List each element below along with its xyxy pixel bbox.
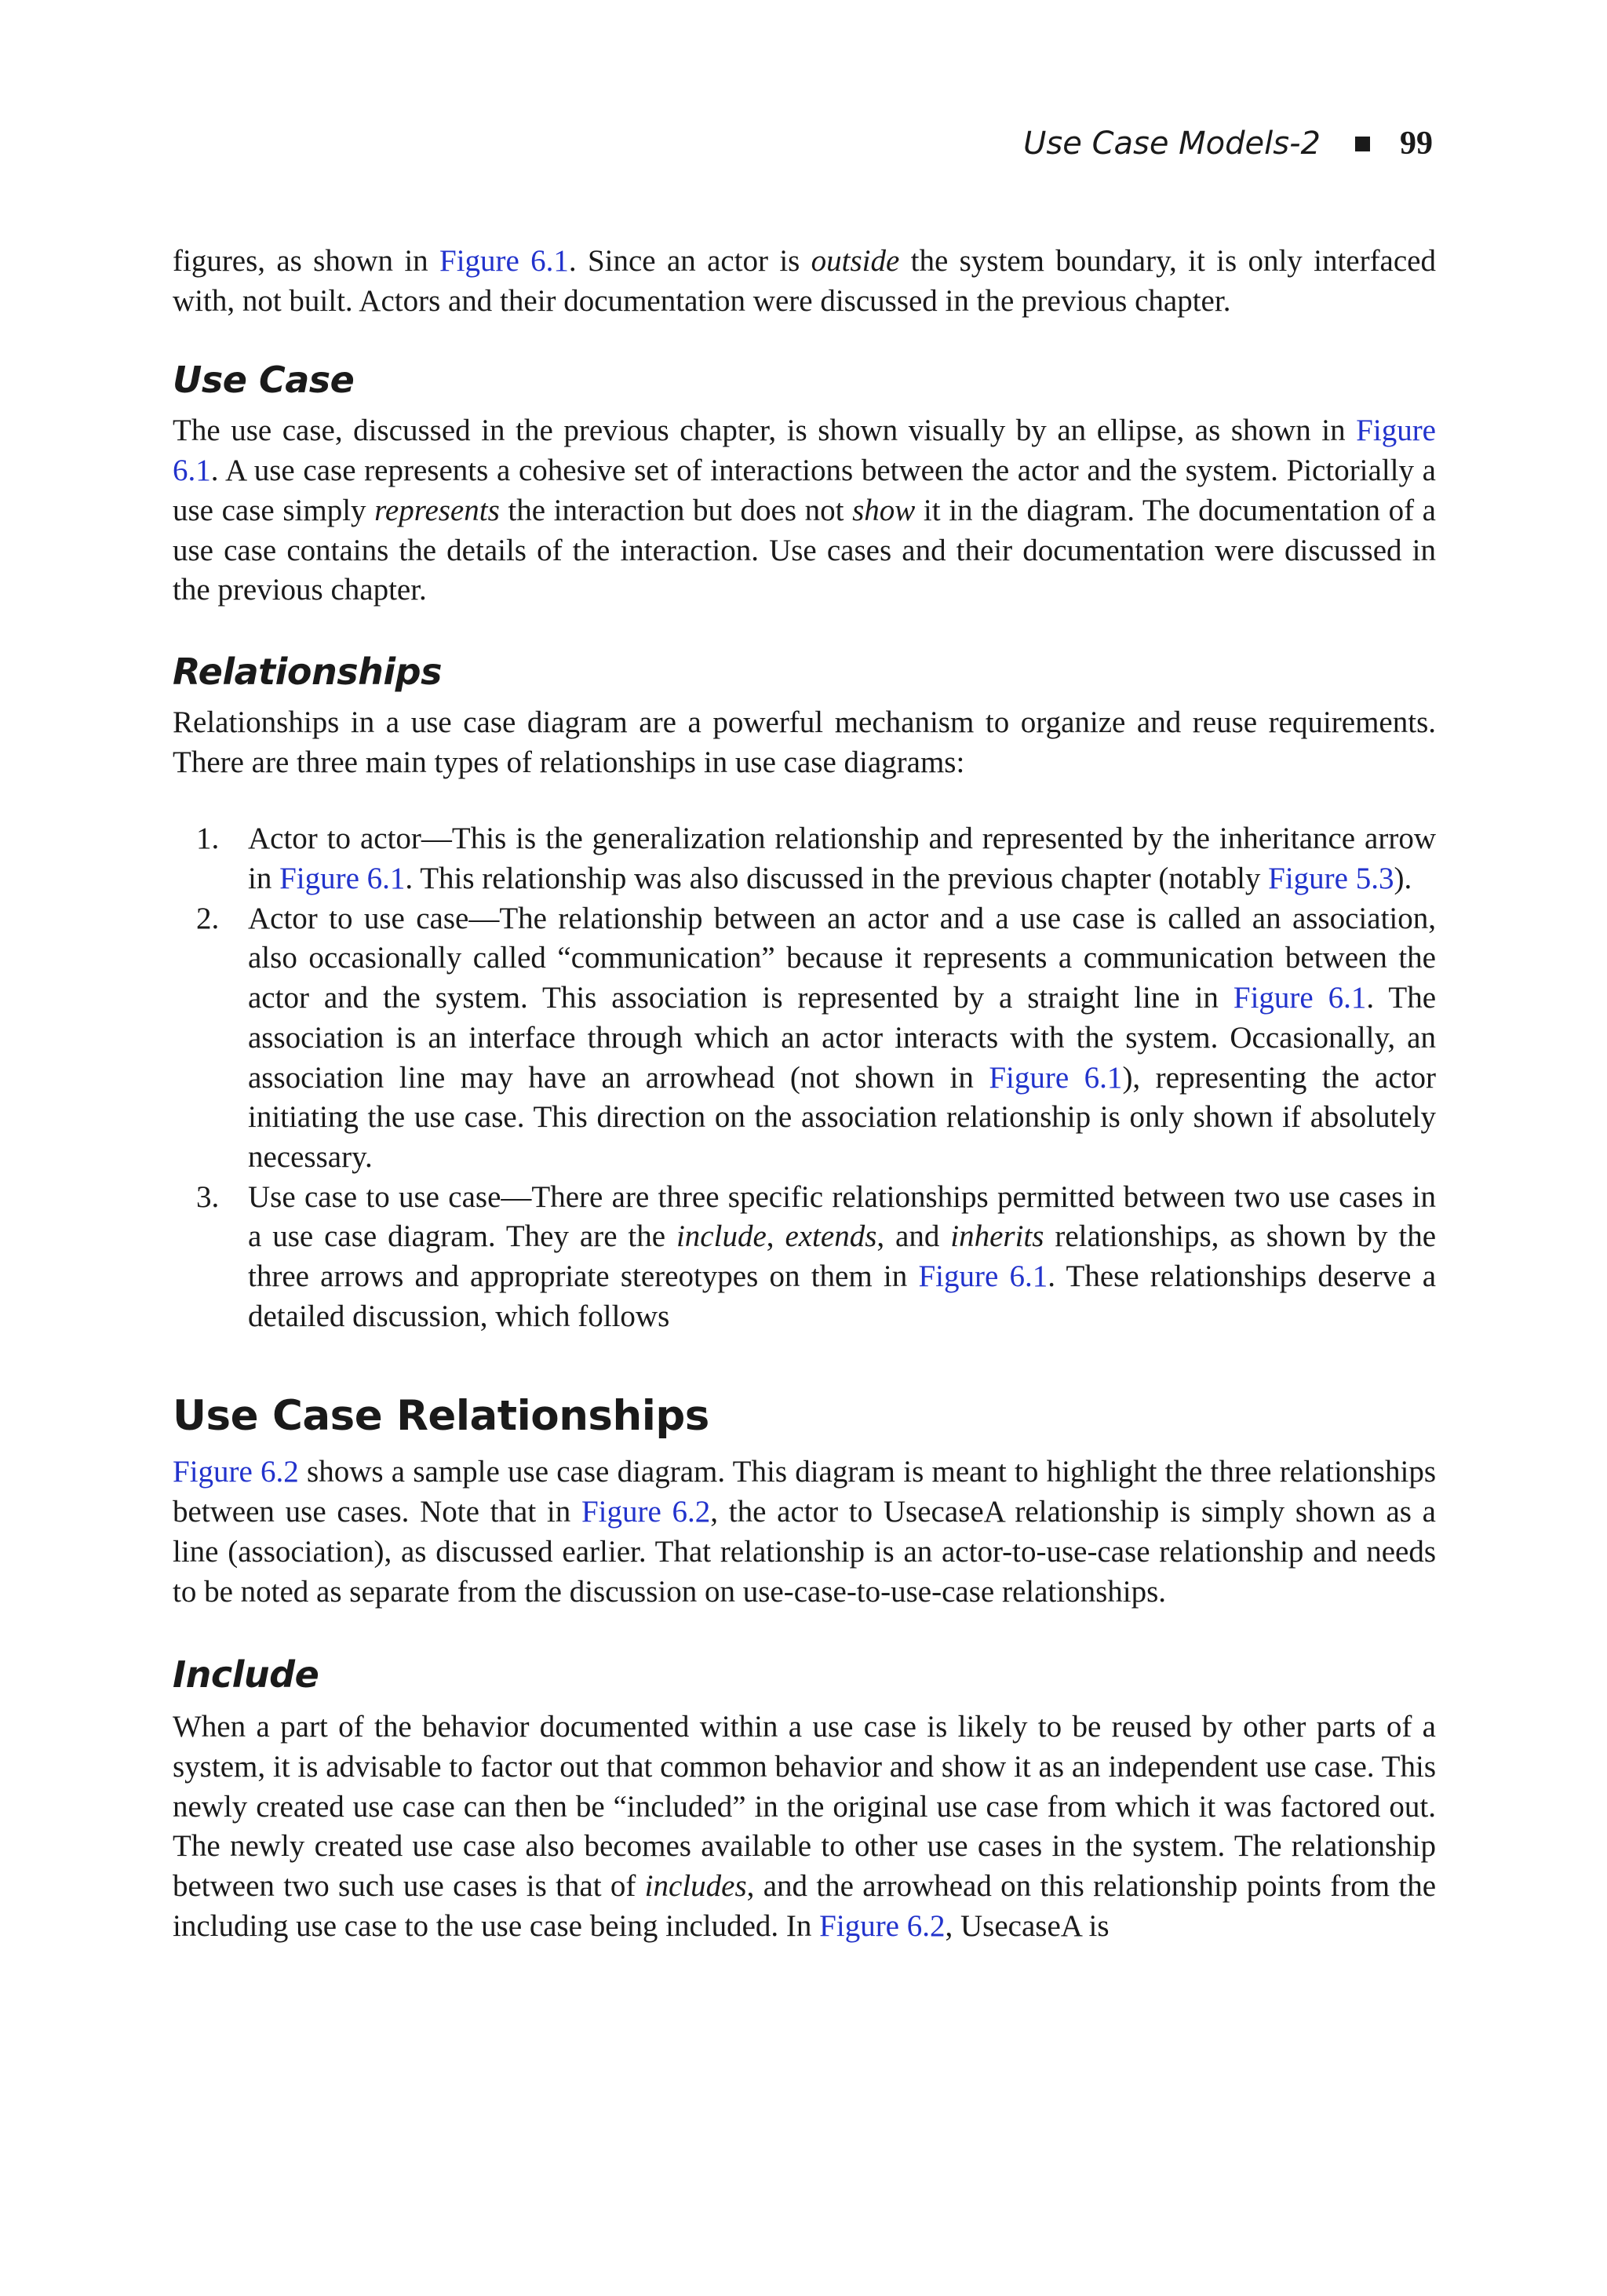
list-item (173, 819, 1436, 898)
emphasis-text: represents (374, 493, 500, 527)
list-item-text: Actor to use case—The relationship between an actor and a use case is called an association, also occasionally called “communication” because it represents a communication between the actor and the system. This association is represented by a straight line in Figure 6.1. The association is an interface through which an actor interacts with the system. Occasionally, an association line may have an arrowhead (not shown in Figure 6.1), representing the actor initiating the use case. This direction on the association relationship is only shown if absolutely necessary. (248, 901, 1437, 1174)
figure-reference-link[interactable]: Figure 6.1 (173, 414, 1436, 488)
include-paragraph: When a part of the behavior documented within a use case is likely to be reused by other parts of a system, it is advisable to factor out that common behavior and show it as an independent use case. This newly created use case can then be “included” in the original use case from which it was factored out. The newly created use case also becomes available to other use cases in the system. The relationship between two such use cases is that of includes, and the arrowhead on this relationship points from the including use case to the use case being included. In Figure 6.2, UsecaseA is (173, 1710, 1436, 1943)
list-item-number: 1. (196, 822, 220, 856)
figure-reference-link[interactable]: Figure 6.2 (173, 1455, 299, 1489)
list-item-text: Use case to use case—There are three specific relationships permitted between two use cases in a use case diagram. They are the include, extends, and inherits relationships, as shown by the three arrows and appropriate stereotypes on them in Figure 6.1. These relationships deserve a detailed discussion, which follows (248, 1179, 1437, 1333)
emphasis-text: includes (644, 1869, 747, 1904)
square-bullet-icon (1355, 137, 1370, 151)
running-head (1023, 124, 1433, 163)
figure-reference-link[interactable]: Figure 5.3 (1268, 862, 1394, 896)
figure-reference-link[interactable]: Figure 6.1 (279, 862, 406, 896)
use-case-paragraph: The use case, discussed in the previous chapter, is shown visually by an ellipse, as shown in Figure 6.1. A use case represents a cohesive set of interactions between the actor and the system. Pictorially a use case simply represents the interaction but does not show it in the diagram. The documentation of a use case contains the details of the interaction. Use cases and their documentation were discussed in the previous chapter. (173, 414, 1436, 607)
intro-paragraph: figures, as shown in Figure 6.1. Since an actor is outside the system boundary, it is only interfaced with, not built. Actors and their documentation were discussed in the previous chapter. (173, 244, 1436, 318)
list-item (173, 1178, 1436, 1337)
emphasis-text: show (852, 493, 916, 527)
list-item-number: 3. (196, 1179, 220, 1214)
figure-reference-link[interactable]: Figure 6.1 (1233, 981, 1367, 1015)
page-number: 99 (1400, 126, 1433, 162)
figure-reference-link[interactable]: Figure 6.2 (819, 1908, 946, 1943)
use-case-relationships-heading: Use Case Relationships (173, 1392, 709, 1441)
running-head-title: Use Case Models-2 (1023, 126, 1321, 162)
relationships-paragraph: Relationships in a use case diagram are a powerful mechanism to organize and reuse requirements. There are three main types of relationships in use case diagrams: (173, 705, 1436, 779)
figure-reference-link[interactable]: Figure 6.1 (918, 1259, 1048, 1294)
emphasis-text: outside (811, 244, 900, 278)
relationship-types-list (173, 819, 1436, 1336)
use-case-heading: Use Case (173, 359, 355, 402)
include-heading: Include (173, 1653, 319, 1696)
figure-reference-link[interactable]: Figure 6.2 (581, 1495, 711, 1529)
list-item (173, 899, 1436, 1178)
emphasis-text: extends (785, 1219, 877, 1254)
emphasis-text: include (676, 1219, 767, 1254)
list-item-number: 2. (196, 901, 220, 935)
relationships-heading: Relationships (173, 650, 442, 693)
page-body (173, 242, 1436, 1947)
list-item-text: Actor to actor—This is the generalization relationship and represented by the inheritance arrow in Figure 6.1. This relationship was also discussed in the previous chapter (notably Figure 5.3). (248, 822, 1436, 896)
use-case-relationships-paragraph: Figure 6.2 shows a sample use case diagram. This diagram is meant to highlight the three relationships between use cases. Note that in Figure 6.2, the actor to UsecaseA relationship is simply shown as a line (association), as discussed earlier. That relationship is an actor-to-use-case relationship and needs to be noted as separate from the discussion on use-case-to-use-case relationships. (173, 1455, 1437, 1609)
figure-reference-link[interactable]: Figure 6.1 (989, 1060, 1123, 1095)
emphasis-text: inherits (950, 1219, 1044, 1254)
figure-reference-link[interactable]: Figure 6.1 (439, 244, 569, 278)
